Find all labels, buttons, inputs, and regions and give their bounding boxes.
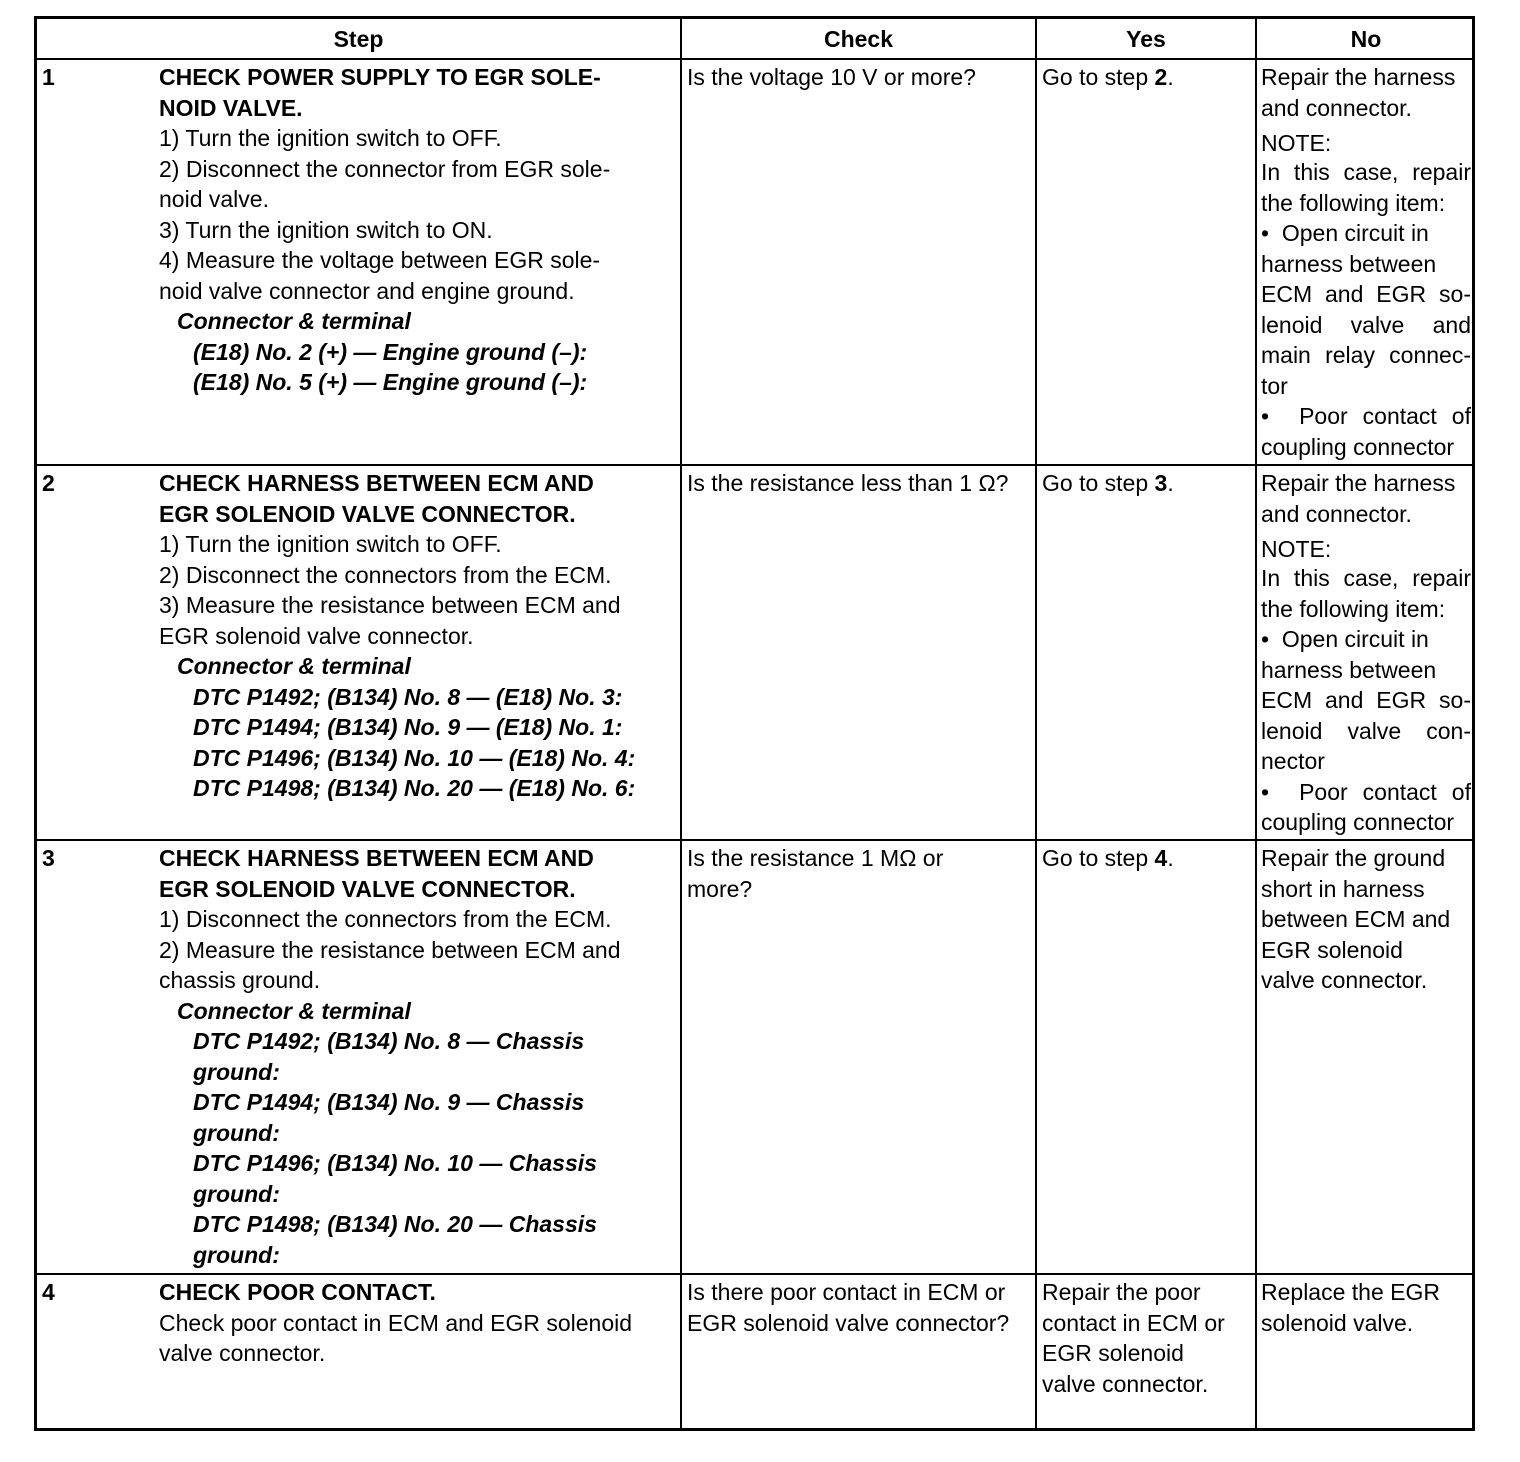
step-title-line: CHECK HARNESS BETWEEN ECM AND [159, 470, 594, 496]
step-instructions [159, 843, 679, 1270]
header-check: Check [823, 26, 894, 52]
check-line: Is the resistance less than 1 Ω? [687, 470, 1009, 496]
column-divider [1035, 19, 1037, 1428]
step-number: 2 [42, 470, 55, 496]
no-line: Repair the harness [1261, 470, 1456, 496]
check-question [687, 1277, 1033, 1338]
no-line: and connector. [1261, 94, 1412, 121]
terminal-spec: (E18) No. 2 (+) — Engine ground (–): [193, 338, 588, 365]
terminal-spec: ground: [193, 1241, 280, 1268]
procedure-line: 1) Turn the ignition switch to OFF. [159, 531, 502, 557]
yes-line: contact in ECM or [1042, 1309, 1225, 1336]
no-action [1261, 468, 1471, 838]
procedure-line: 2) Disconnect the connectors from the ECM. [159, 561, 612, 588]
no-line: coupling connector [1261, 433, 1455, 460]
check-line: Is there poor contact in ECM or [687, 1279, 1006, 1305]
yes-action [1042, 468, 1252, 499]
no-line: ECM and EGR so- [1261, 281, 1471, 307]
step-title-line: CHECK HARNESS BETWEEN ECM AND [159, 845, 594, 871]
no-line: lenoid valve and [1261, 311, 1471, 338]
terminal-spec: DTC P1494; (B134) No. 9 — (E18) No. 1: [193, 714, 623, 740]
yes-line: valve connector. [1042, 1370, 1209, 1397]
header-step: Step [333, 26, 384, 52]
yes-step-ref: 3 [1154, 470, 1168, 496]
procedure-line: 1) Turn the ignition switch to OFF. [159, 125, 502, 151]
no-line: Repair the ground [1261, 845, 1446, 871]
terminal-spec: DTC P1498; (B134) No. 20 — Chassis [193, 1211, 597, 1237]
check-line: Is the voltage 10 V or more? [687, 64, 976, 90]
yes-text-end: . [1167, 470, 1174, 496]
column-divider [1255, 19, 1257, 1428]
terminal-spec: DTC P1496; (B134) No. 10 — (E18) No. 4: [193, 744, 636, 771]
no-line: Replace the EGR [1261, 1279, 1440, 1305]
no-line: and connector. [1261, 500, 1412, 527]
no-line: solenoid valve. [1261, 1309, 1414, 1336]
terminal-spec: ground: [193, 1180, 280, 1207]
step-number: 1 [42, 64, 55, 90]
step-instructions [159, 62, 679, 398]
procedure-line: chassis ground. [159, 967, 321, 993]
step-number: 4 [42, 1279, 55, 1305]
terminal-spec: DTC P1498; (B134) No. 20 — (E18) No. 6: [193, 775, 636, 801]
no-action [1261, 1277, 1471, 1338]
check-line: EGR solenoid valve connector? [687, 1309, 1010, 1336]
no-line: nector [1261, 748, 1325, 774]
no-line: harness between [1261, 656, 1437, 683]
connector-terminal-label: Connector & terminal [177, 997, 411, 1024]
no-line: the following item: [1261, 189, 1446, 216]
step-title-line: CHECK POOR CONTACT. [159, 1279, 436, 1305]
terminal-spec: ground: [193, 1058, 280, 1085]
no-line: lenoid valve con- [1261, 717, 1471, 744]
procedure-line: 1) Disconnect the connectors from the ECM. [159, 906, 612, 932]
procedure-line: 2) Measure the resistance between ECM and [159, 936, 621, 963]
no-line: main relay connec- [1261, 342, 1471, 368]
procedure-line: Check poor contact in ECM and EGR solenoid [159, 1309, 633, 1336]
no-line: coupling connector [1261, 809, 1455, 835]
step-title-line: NOID VALVE. [159, 94, 303, 121]
terminal-spec: DTC P1492; (B134) No. 8 — Chassis [193, 1028, 585, 1054]
procedure-line: valve connector. [159, 1340, 326, 1366]
connector-terminal-label: Connector & terminal [177, 653, 411, 679]
no-line: tor [1261, 372, 1288, 399]
no-line: the following item: [1261, 595, 1446, 622]
yes-action [1042, 1277, 1252, 1399]
row-divider [37, 839, 1472, 841]
terminal-spec: DTC P1492; (B134) No. 8 — (E18) No. 3: [193, 683, 623, 710]
note-label: NOTE: [1261, 130, 1332, 156]
step-instructions [159, 1277, 679, 1369]
procedure-line: EGR solenoid valve connector. [159, 622, 474, 649]
no-bullet: • Open circuit in [1261, 218, 1471, 249]
yes-text: Go to step [1042, 845, 1155, 871]
check-line: more? [687, 875, 753, 902]
row-divider [37, 1273, 1472, 1275]
header-yes: Yes [1126, 26, 1166, 52]
diagnostic-table [34, 16, 1475, 1431]
no-bullet: • Open circuit in [1261, 624, 1471, 655]
procedure-line: 3) Measure the resistance between ECM and [159, 592, 621, 618]
step-title-line: EGR SOLENOID VALVE CONNECTOR. [159, 500, 576, 527]
no-line: ECM and EGR so- [1261, 687, 1471, 713]
no-line: short in harness [1261, 875, 1425, 902]
yes-line: EGR solenoid [1042, 1340, 1184, 1366]
check-line: Is the resistance 1 MΩ or [687, 845, 944, 871]
column-divider [680, 19, 682, 1428]
terminal-spec: (E18) No. 5 (+) — Engine ground (–): [193, 369, 588, 395]
no-action [1261, 62, 1471, 462]
no-line: harness between [1261, 250, 1437, 277]
yes-step-ref: 4 [1154, 845, 1168, 871]
procedure-line: 4) Measure the voltage between EGR sole- [159, 247, 601, 273]
no-line: EGR solenoid [1261, 936, 1403, 963]
step-title-line: EGR SOLENOID VALVE CONNECTOR. [159, 875, 576, 902]
procedure-line: noid valve. [159, 186, 269, 212]
no-line: between ECM and [1261, 906, 1451, 932]
no-line: In this case, repair [1261, 159, 1471, 185]
no-bullet: • Poor contact of [1261, 777, 1471, 808]
note-label: NOTE: [1261, 536, 1332, 562]
yes-action [1042, 62, 1252, 93]
check-question [687, 62, 1033, 93]
terminal-spec: DTC P1494; (B134) No. 9 — Chassis [193, 1089, 585, 1115]
procedure-line: 2) Disconnect the connector from EGR sole- [159, 155, 611, 182]
yes-text: Go to step [1042, 470, 1155, 496]
no-line: In this case, repair [1261, 565, 1471, 591]
no-line: valve connector. [1261, 967, 1428, 993]
yes-text-end: . [1167, 845, 1174, 871]
step-instructions [159, 468, 679, 804]
step-number: 3 [42, 845, 55, 871]
terminal-spec: ground: [193, 1119, 280, 1146]
yes-text-end: . [1167, 64, 1174, 90]
procedure-line: 3) Turn the ignition switch to ON. [159, 216, 493, 243]
procedure-line: noid valve connector and engine ground. [159, 277, 575, 304]
yes-step-ref: 2 [1154, 64, 1168, 90]
yes-action [1042, 843, 1252, 874]
check-question [687, 843, 1033, 904]
terminal-spec: DTC P1496; (B134) No. 10 — Chassis [193, 1150, 597, 1176]
no-bullet: • Poor contact of [1261, 401, 1471, 432]
header-no: No [1350, 26, 1382, 52]
no-action [1261, 843, 1471, 996]
no-line: Repair the harness [1261, 64, 1456, 90]
yes-text: Go to step [1042, 64, 1155, 90]
check-question [687, 468, 1033, 499]
yes-line: Repair the poor [1042, 1279, 1201, 1305]
row-divider [37, 464, 1472, 466]
connector-terminal-label: Connector & terminal [177, 308, 411, 334]
step-title-line: CHECK POWER SUPPLY TO EGR SOLE- [159, 64, 601, 90]
